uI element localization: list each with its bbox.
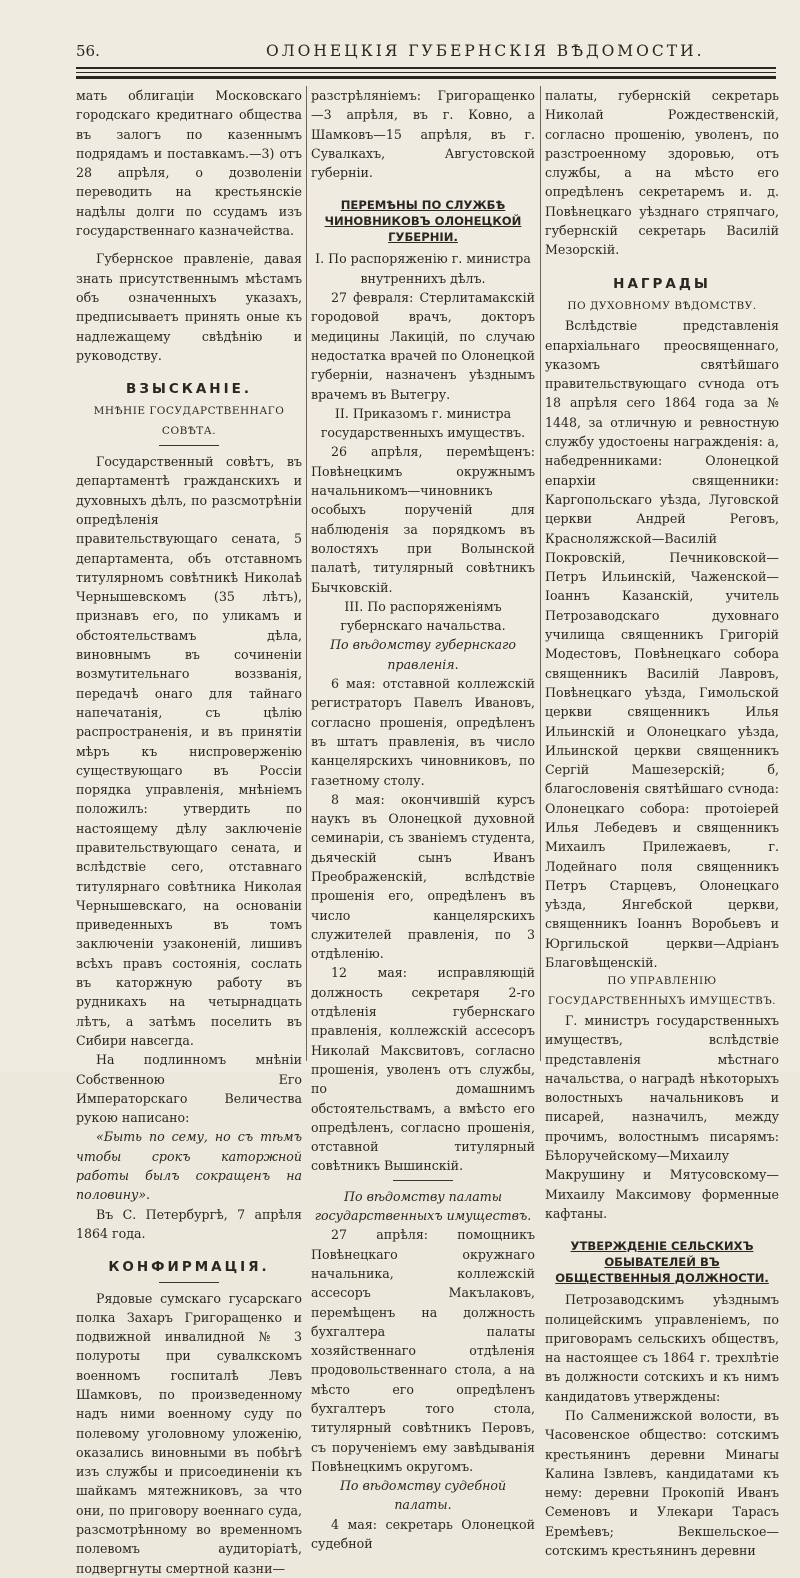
paragraph: мать облигаціи Московскаго городскаго кредитнаго общества въ залогъ по казеннымъ подрядамъ и поставкамъ.—3) отъ 28 апрѣля, о дозволеніи переводить на крестьянскіе надѣлы долги по ссудамъ изъ государственнаго казначейства.	[76, 88, 302, 239]
paragraph: Рядовые сумскаго гусарскаго полка Захаръ Григоращенко и подвижной инвалидной № 3 полуроты при сувалкскомъ военномъ госпиталѣ Левъ Шамковъ, по произведенному надъ ними военному суду по полевому уголовному уложенію, оказались виновными въ побѣгѣ изъ службы и присоединеніи къ шайкамъ мятежниковъ, за что они, по приговору военнаго суда, разсмотрѣнному во временномъ полевомъ аудиторіатѣ, подвергнуты смертной казни—	[76, 1290, 302, 1576]
header-rule-thin	[76, 67, 776, 69]
header-rule-hair	[76, 72, 776, 73]
paragraph: Вслѣдствіе представленія епархіальнаго преосвященнаго, указомъ святѣйшаго правительствующаго сѵнода отъ 18 апрѣля сего 1864 года за № 1448, за отличную и ревностную службу удостоены награжденія: а, набедренниками: Олонецкой епархіи священники: Каргопольскаго уѣзда, Луговской церкви Андрей Реговъ, Красноляжской—Василій Покровскій, Печниковской—Петръ Ильинскій, Чаженской—Іоаннъ Казанскій, учитель Петрозаводскаго духовнаго училища священникъ Григорій Модестовъ, Повѣнецкаго собора священникъ Василій Лавровъ, Повѣнецкаго уѣзда, Гимольской церкви священникъ Илья Ильинскій и Олонецкаго уѣзда, Ильинской церкви священникъ Сергій Машезерскій; б, благословенія святѣйшаго сѵнода: Олонецкаго собора: протоіерей Илья Лебедевъ и священникъ Михаилъ Прилежаевъ, г. Лодейнаго поля священникъ Петръ Старцевъ, Олонецкаго уѣзда, Янгебской церкви, священникъ Іоаннъ Воробьевъ и Юргильской церкви—Адріанъ Благовѣщенскій.	[545, 318, 779, 971]
paragraph: Государственный совѣтъ, въ департаментѣ гражданскихъ и духовныхъ дѣлъ, по разсмотрѣніи опредѣленія правительствующаго сената, 5 департамента, объ отставномъ титулярномъ совѣтникѣ Николаѣ Чернышевскомъ (35 лѣтъ), признавъ его, по уликамъ и обстоятельствамъ дѣла, виновнымъ въ сочиненіи возмутительнаго воззванія, передачѣ онаго для тайнаго напечатанія, съ цѣлію распространенія, и въ принятіи мѣръ къ ниспроверженію существующаго въ Россіи порядка управленія, мнѣніемъ положилъ: утвердить по настоящему дѣлу заключеніе правительствующаго сената, и вслѣдствіе сего, отставнаго титулярнаго совѣтника Николая Чернышевскаго, на основаніи приведенныхъ въ томъ заключеніи узаконеній, лишивъ всѣхъ правъ состоянія, сослать въ каторжную работу въ рудникахъ на четырнадцать лѣтъ, а затѣмъ поселить въ Сибири навсегда.	[76, 454, 302, 1048]
quoted-resolution: «Быть по сему, но съ тѣмъ чтобы срокъ каторжной работы былъ сокращенъ на половину».	[76, 1129, 302, 1203]
newspaper-title: ОЛОНЕЦКІЯ ГУБЕРНСКІЯ ВѢДОМОСТИ.	[266, 42, 705, 60]
paragraph: На подлинномъ мнѣніи Собственною Его Императорскаго Величества рукою написано:	[76, 1052, 302, 1126]
column-1	[76, 86, 302, 1576]
paragraph: 26 апрѣля, перемѣщенъ: Повѣнецкимъ окружнымъ начальникомъ—чиновникъ особыхъ порученій для наблюденія за порядкомъ въ волостяхъ при Волынской палатѣ, титулярный совѣтникъ Бычковскій.	[311, 444, 535, 595]
department-heading: По вѣдомству губернскаго правленія.	[330, 637, 516, 672]
section-heading: ВЗЫСКАНІЕ.	[126, 381, 252, 398]
column-2	[311, 86, 535, 1552]
section-heading: ПЕРЕМѢНЫ ПО СЛУЖБѢ ЧИНОВНИКОВЪ ОЛОНЕЦКОЙ ГУБЕРНІИ.	[324, 198, 522, 245]
date-line: Въ С. Петербургѣ, 7 апрѣля 1864 года.	[76, 1206, 302, 1241]
paragraph: 8 мая: окончившій курсъ наукъ въ Олонецкой духовной семинаріи, съ званіемъ студента, дьяческій сынъ Иванъ Преображенскій, вслѣдствіе прошенія его, опредѣленъ въ число канцелярскихъ служителей правленія, по 3 отдѣленію.	[311, 791, 535, 962]
short-rule	[393, 1180, 453, 1181]
page-number: 56.	[76, 42, 100, 60]
short-rule	[159, 445, 219, 446]
subsection-heading: III. По распоряженіямъ губернскаго начальства.	[340, 598, 506, 634]
section-heading: НАГРАДЫ	[613, 275, 711, 292]
paragraph: 6 мая: отставной коллежскій регистраторъ Павелъ Ивановъ, согласно прошенія, опредѣленъ въ штатъ правленія, въ число канцелярскихъ чиновниковъ, по газетному столу.	[311, 676, 535, 788]
section-subheading: ПО ДУХОВНОМУ ВѢДОМСТВУ.	[567, 299, 757, 312]
section-subheading: ПО УПРАВЛЕНІЮ ГОСУДАРСТВЕННЫХЪ ИМУЩЕСТВЪ.	[547, 975, 777, 1007]
paragraph: 12 мая: исправляющій должность секретаря 2-го отдѣленія губернскаго правленія, коллежскій ассесоръ Николай Максвитовъ, согласно прошенія, уволенъ отъ службы, по домашнимъ обстоятельствамъ, а вмѣсто его опредѣленъ, согласно прошенія, отставной титулярный совѣтникъ Вышинскій.	[311, 965, 535, 1174]
paragraph: палаты, губернскій секретарь Николай Рождественскій, согласно прошенію, уволенъ, по разстроенному здоровью, отъ службы, а на мѣсто его опредѣленъ секретаремъ и. д. Повѣнецкаго уѣзднаго стряпчаго, губернскій секретарь Василій Мезорскій.	[545, 88, 779, 258]
subsection-heading: II. Приказомъ г. министра государственныхъ имуществъ.	[320, 405, 526, 441]
paragraph: Петрозаводскимъ уѣзднымъ полицейскимъ управленіемъ, по приговорамъ сельскихъ обществъ, на настоящее съ 1864 г. трехлѣтіе въ должности сотскихъ и къ нимъ кандидатовъ утверждены:	[545, 1292, 779, 1404]
subsection-heading: I. По распоряженію г. министра внутреннихъ дѣлъ.	[315, 251, 531, 286]
column-3	[545, 86, 779, 1559]
paragraph: Г. министръ государственныхъ имуществъ, вслѣдствіе представленія мѣстнаго начальства, о наградѣ нѣкоторыхъ волостныхъ начальниковъ и писарей, назначилъ, между прочимъ, волостнымъ писарямъ: Бѣлоручейскому—Михаилу Макрушину и Мятусовскому—Михаилу Максимову форменные кафтаны.	[545, 1012, 779, 1221]
paragraph: разстрѣляніемъ: Григоращенко—3 апрѣля, въ г. Ковно, а Шамковъ—15 апрѣля, въ г. Сувалкахъ, Августовской губерніи.	[311, 88, 535, 181]
column-divider	[306, 86, 307, 1061]
section-subheading: МНѢНІЕ ГОСУДАРСТВЕННАГО СОВѢТА.	[93, 405, 285, 437]
section-heading: КОНФИРМАЦІЯ.	[108, 1259, 270, 1276]
short-rule	[159, 1282, 219, 1283]
header-rule-thick	[76, 76, 776, 79]
department-heading: По вѣдомству палаты государственныхъ имуществъ.	[314, 1188, 532, 1224]
section-heading: УТВЕРЖДЕНІЕ СЕЛЬСКИХЪ ОБЫВАТЕЛЕЙ ВЪ ОБЩЕСТВЕННЫЯ ДОЛЖНОСТИ.	[555, 1239, 769, 1286]
paragraph: Губернское правленіе, давая знать присутственнымъ мѣстамъ объ означенныхъ указахъ, предписываетъ принять оные къ надлежащему свѣдѣнію и руководству.	[76, 251, 302, 363]
page-header	[76, 42, 776, 66]
column-divider	[540, 86, 541, 1061]
paragraph: 4 мая: секретарь Олонецкой судебной	[311, 1516, 535, 1552]
paragraph: 27 апрѣля: помощникъ Повѣнецкаго окружнаго начальника, коллежскій ассесоръ Макълаковъ, перемѣщенъ на должность бухгалтера палаты хозяйственнаго отдѣленія продовольственнаго стола, а на мѣсто его опредѣленъ бухгалтеръ того стола, титулярный совѣтникъ Перовъ, съ порученіемъ ему завѣдыванія Повѣнецкимъ округомъ.	[311, 1227, 535, 1474]
paragraph: По Салменижской волости, въ Часовенское общество: сотскимъ крестьянинъ деревни Минагы Калина Ізвлевъ, кандидатами къ нему: деревни Прокопій Иванъ Семеновъ и Улекари Тарасъ Еремѣевъ; Векшельское—сотскимъ крестьянинъ деревни	[545, 1408, 779, 1559]
paragraph: 27 февраля: Стерлитамакскій городовой врачъ, докторъ медицины Лакицій, по случаю недостатка врачей по Олонецкой губерніи, назначенъ уѣзднымъ врачемъ въ Вытегру.	[311, 290, 535, 402]
department-heading: По вѣдомству судебной палаты.	[339, 1478, 507, 1513]
